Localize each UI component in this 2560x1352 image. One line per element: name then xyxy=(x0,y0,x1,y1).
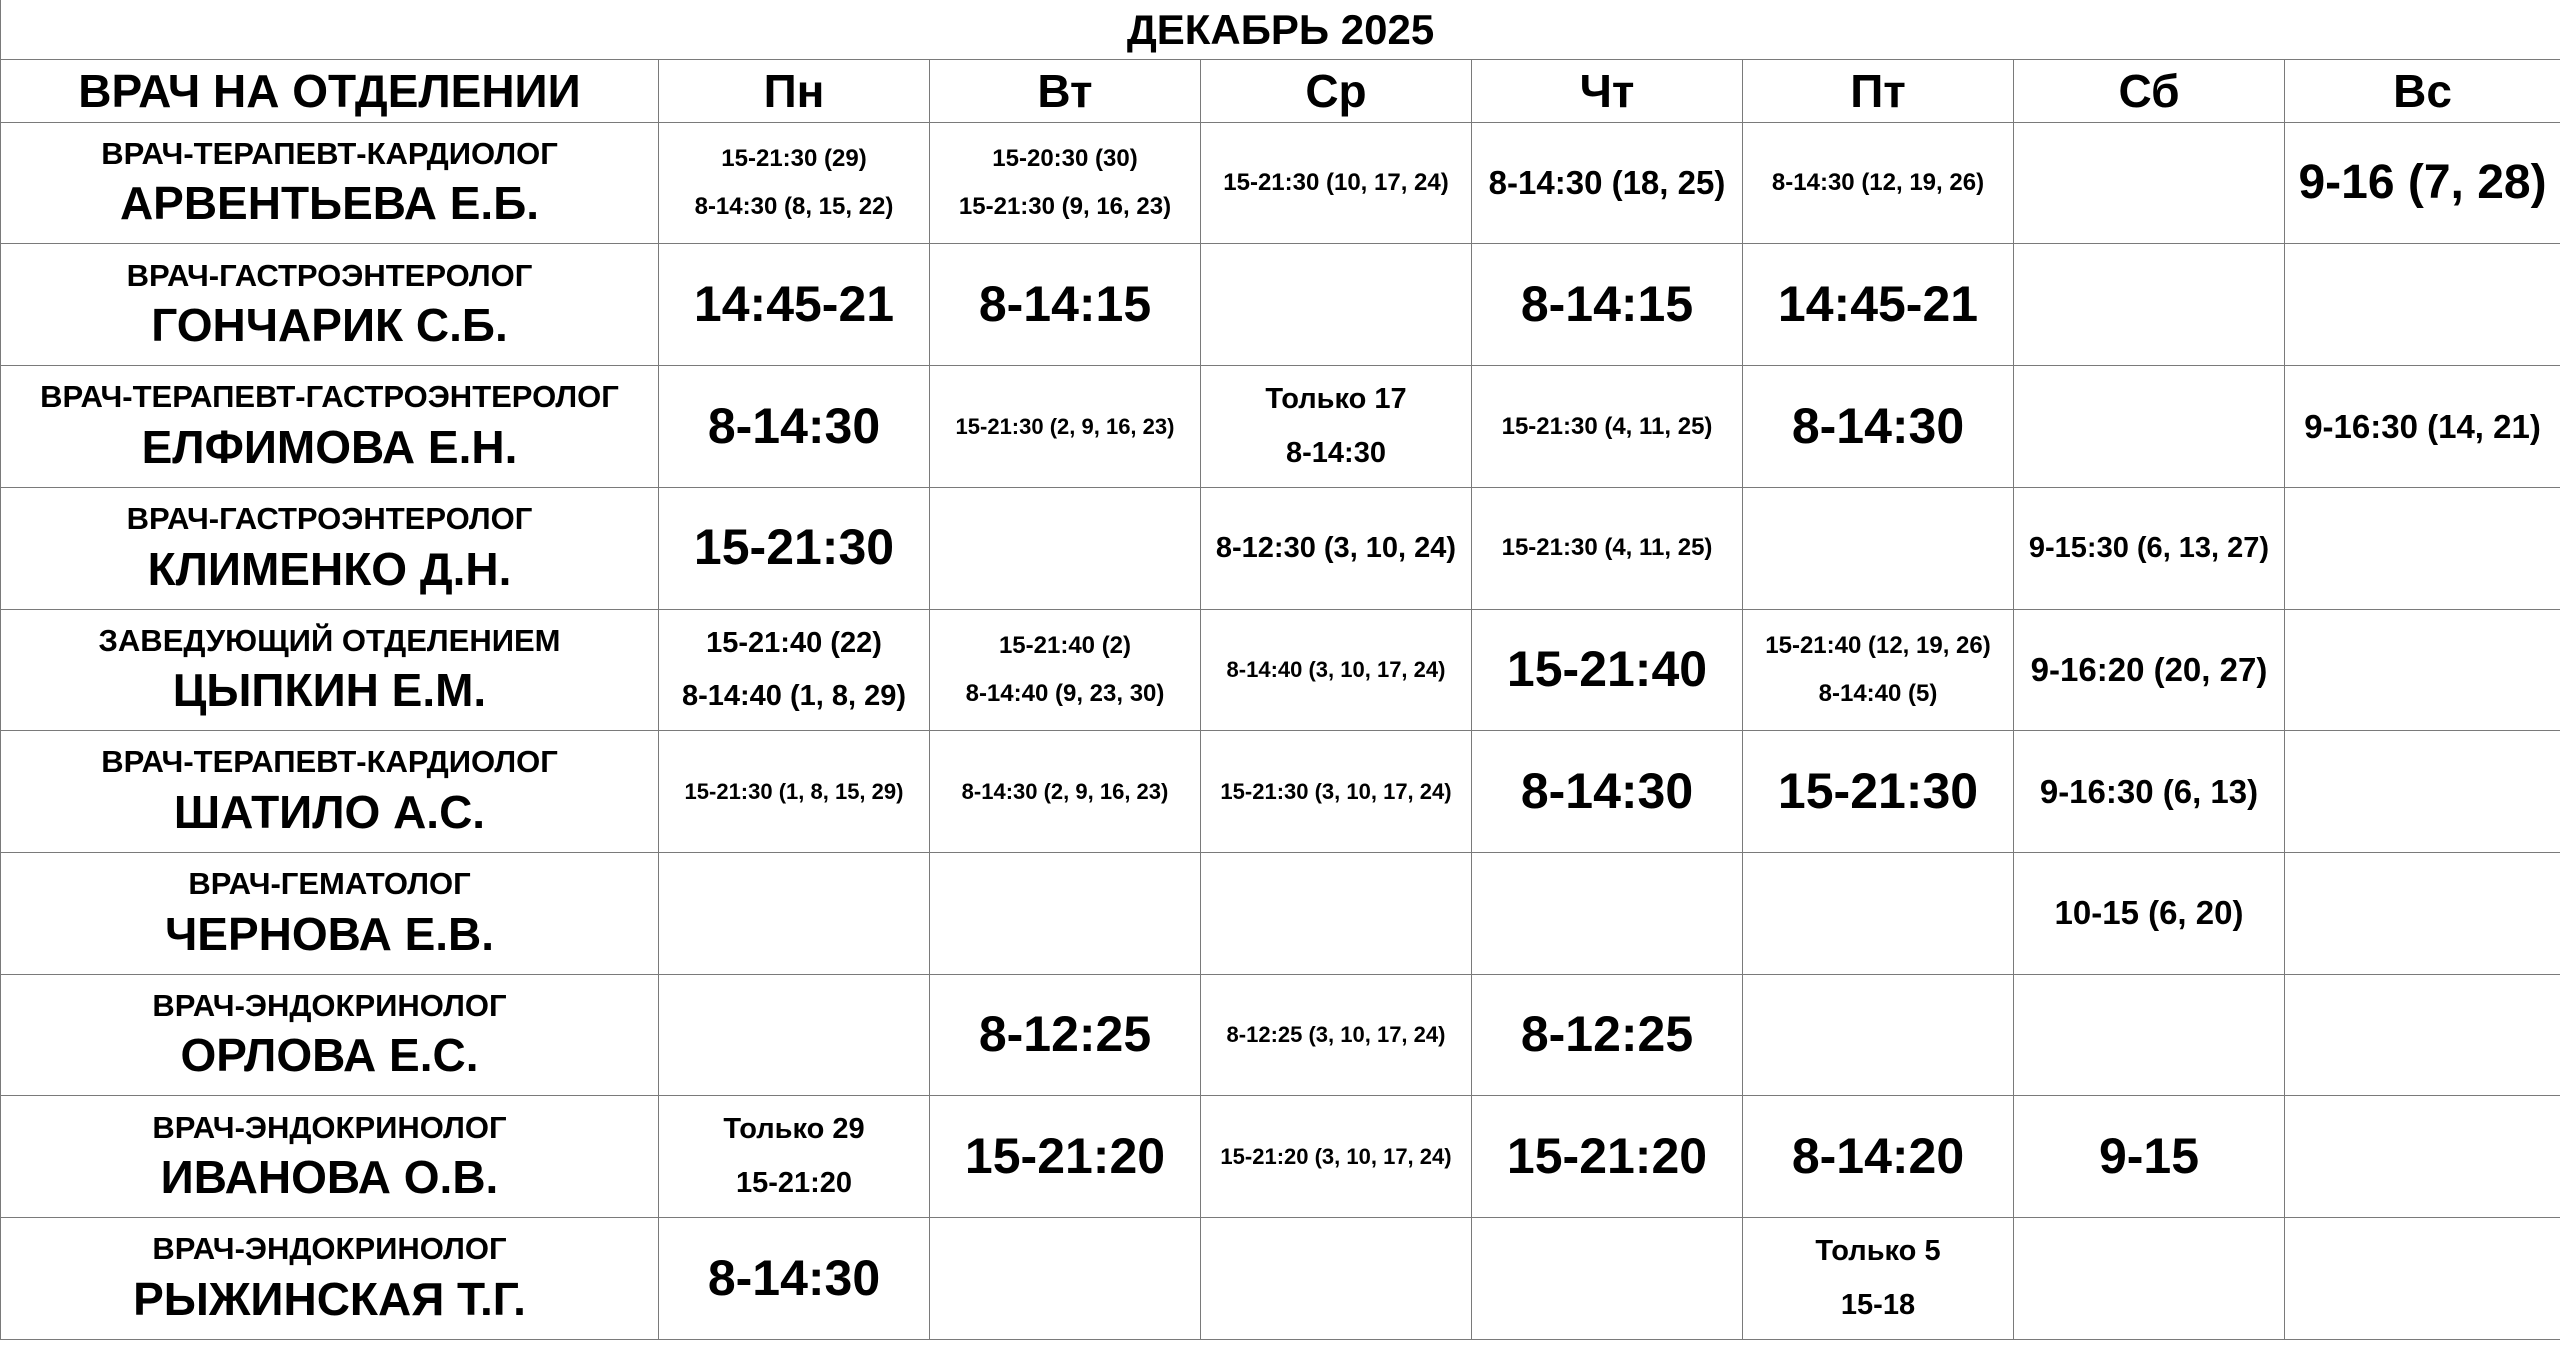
shift-entry: 15-21:30 (29) xyxy=(721,145,867,173)
schedule-cell-wed xyxy=(1201,487,1472,609)
schedule-cell-thu xyxy=(1472,609,1743,731)
doctor-specialty: ВРАЧ-ГЕМАТОЛОГ xyxy=(188,866,471,902)
doctor-name: КЛИМЕНКО Д.Н. xyxy=(147,542,512,595)
shift-entry: 15-21:20 xyxy=(1506,1128,1708,1185)
schedule-cell-sun xyxy=(2285,974,2560,1096)
schedule-cell-mon xyxy=(659,244,930,366)
shift-entry: 10-15 (6, 20) xyxy=(2054,894,2244,932)
shift-entry: 15-21:20 xyxy=(735,1166,853,1199)
day-header-mon: Пн xyxy=(659,60,930,122)
shift-entry: 9-16:30 (6, 13) xyxy=(2039,772,2259,810)
schedule-cell-sun xyxy=(2285,853,2560,975)
doctor-cell xyxy=(1,1218,659,1340)
day-header-fri: Пт xyxy=(1743,60,2014,122)
doctor-row xyxy=(1,609,2560,731)
schedule-cell-thu xyxy=(1472,1096,1743,1218)
doctor-cell xyxy=(1,731,659,853)
schedule-cell-sat xyxy=(2014,1096,2285,1218)
schedule-cell-wed xyxy=(1201,731,1472,853)
schedule-cell-fri xyxy=(1743,244,2014,366)
shift-entry: 9-16:20 (20, 27) xyxy=(2030,650,2268,688)
doctor-specialty: ЗАВЕДУЮЩИЙ ОТДЕЛЕНИЕМ xyxy=(98,622,561,658)
schedule-cell-thu xyxy=(1472,1218,1743,1340)
shift-entry: 8-12:25 xyxy=(978,1006,1152,1063)
shift-entry: 9-15 xyxy=(2098,1128,2200,1185)
schedule-cell-fri xyxy=(1743,731,2014,853)
doctor-name: ГОНЧАРИК С.Б. xyxy=(151,299,508,352)
shift-entry: 15-21:20 (3, 10, 17, 24) xyxy=(1220,1144,1452,1170)
schedule-cell-thu xyxy=(1472,974,1743,1096)
day-header-thu: Чт xyxy=(1472,60,1743,122)
schedule-cell-thu xyxy=(1472,853,1743,975)
schedule-cell-sat xyxy=(2014,244,2285,366)
shift-entry: 8-14:30 xyxy=(1520,762,1694,819)
shift-entry: 8-14:30 xyxy=(1791,397,1965,454)
shift-entry: 8-14:30 (8, 15, 22) xyxy=(694,193,894,221)
schedule-cell-fri xyxy=(1743,974,2014,1096)
schedule-cell-fri xyxy=(1743,1218,2014,1340)
shift-entry: 15-21:30 (1, 8, 15, 29) xyxy=(684,779,904,804)
doctor-specialty: ВРАЧ-ЭНДОКРИНОЛОГ xyxy=(152,1109,507,1145)
shift-entry: 15-21:30 (4, 11, 25) xyxy=(1501,534,1713,562)
doctor-cell xyxy=(1,853,659,975)
doctor-name: ШАТИЛО А.С. xyxy=(173,786,486,839)
doctor-cell xyxy=(1,974,659,1096)
schedule-cell-mon xyxy=(659,731,930,853)
schedule-cell-sun xyxy=(2285,122,2560,244)
shift-entry: 15-20:30 (30) xyxy=(992,145,1138,173)
shift-entry: 15-21:30 xyxy=(693,519,895,576)
shift-entry: 8-14:15 xyxy=(978,276,1152,333)
shift-entry: 15-21:30 xyxy=(1777,762,1979,819)
schedule-cell-fri xyxy=(1743,366,2014,488)
schedule-cell-sat xyxy=(2014,1218,2285,1340)
schedule-cell-tue xyxy=(930,974,1201,1096)
schedule-cell-mon xyxy=(659,122,930,244)
shift-entry: 8-14:30 (12, 19, 26) xyxy=(1771,169,1985,197)
schedule-cell-wed xyxy=(1201,244,1472,366)
schedule-cell-tue xyxy=(930,122,1201,244)
doctor-specialty: ВРАЧ-ТЕРАПЕВТ-ГАСТРОЭНТЕРОЛОГ xyxy=(40,379,619,415)
schedule-cell-sun xyxy=(2285,366,2560,488)
schedule-cell-tue xyxy=(930,1096,1201,1218)
schedule-cell-tue xyxy=(930,853,1201,975)
shift-entry: 8-12:25 xyxy=(1520,1006,1694,1063)
doctor-specialty: ВРАЧ-ТЕРАПЕВТ-КАРДИОЛОГ xyxy=(101,135,558,171)
doctor-row xyxy=(1,366,2560,488)
schedule-cell-sat xyxy=(2014,731,2285,853)
schedule-cell-sat xyxy=(2014,487,2285,609)
day-header-tue: Вт xyxy=(930,60,1201,122)
shift-entry: 15-21:40 (2) xyxy=(998,632,1132,660)
schedule-cell-sun xyxy=(2285,1218,2560,1340)
shift-entry: Только 5 xyxy=(1815,1235,1941,1268)
schedule-cell-tue xyxy=(930,366,1201,488)
schedule-cell-sat xyxy=(2014,853,2285,975)
schedule-cell-tue xyxy=(930,1218,1201,1340)
schedule-cell-tue xyxy=(930,609,1201,731)
doctor-row xyxy=(1,122,2560,244)
shift-entry: 15-21:40 (22) xyxy=(706,626,882,659)
doctor-cell xyxy=(1,244,659,366)
shift-entry: 15-21:30 (3, 10, 17, 24) xyxy=(1220,779,1452,804)
schedule-cell-sun xyxy=(2285,609,2560,731)
schedule-cell-thu xyxy=(1472,244,1743,366)
shift-entry: 8-14:40 (9, 23, 30) xyxy=(965,679,1165,707)
schedule-cell-sun xyxy=(2285,731,2560,853)
shift-entry: 8-14:30 xyxy=(707,397,881,454)
shift-entry: 8-14:30 (2, 9, 16, 23) xyxy=(961,779,1169,804)
shift-entry: 15-21:40 (12, 19, 26) xyxy=(1765,632,1991,660)
schedule-cell-fri xyxy=(1743,487,2014,609)
schedule-cell-sat xyxy=(2014,366,2285,488)
schedule-cell-tue xyxy=(930,731,1201,853)
schedule-cell-thu xyxy=(1472,366,1743,488)
shift-entry: 8-14:30 xyxy=(1286,436,1386,469)
doctor-name: ЕЛФИМОВА Е.Н. xyxy=(141,420,518,473)
shift-entry: 8-12:25 (3, 10, 17, 24) xyxy=(1226,1022,1446,1048)
schedule-title: ДЕКАБРЬ 2025 xyxy=(1,0,2560,60)
schedule-cell-wed xyxy=(1201,853,1472,975)
schedule-cell-wed xyxy=(1201,122,1472,244)
day-header-sat: Сб xyxy=(2014,60,2285,122)
shift-entry: Только 17 xyxy=(1265,383,1407,416)
doctor-column-header: ВРАЧ НА ОТДЕЛЕНИИ xyxy=(1,60,659,122)
shift-entry: 8-14:30 (18, 25) xyxy=(1488,164,1726,202)
schedule-cell-fri xyxy=(1743,609,2014,731)
schedule-cell-mon xyxy=(659,1096,930,1218)
doctor-row xyxy=(1,853,2560,975)
doctor-cell xyxy=(1,366,659,488)
doctor-name: РЫЖИНСКАЯ Т.Г. xyxy=(133,1272,526,1325)
shift-entry: 15-21:30 (4, 11, 25) xyxy=(1501,412,1713,440)
shift-entry: 15-21:30 (2, 9, 16, 23) xyxy=(955,413,1175,439)
doctor-specialty: ВРАЧ-ТЕРАПЕВТ-КАРДИОЛОГ xyxy=(101,744,558,780)
shift-entry: 8-14:40 (3, 10, 17, 24) xyxy=(1226,657,1446,683)
doctor-name: ИВАНОВА О.В. xyxy=(160,1151,499,1204)
doctor-cell xyxy=(1,609,659,731)
doctor-row xyxy=(1,974,2560,1096)
shift-entry: 8-14:30 xyxy=(707,1249,881,1306)
doctor-row xyxy=(1,487,2560,609)
schedule-cell-mon xyxy=(659,609,930,731)
title-row xyxy=(1,0,2560,60)
shift-entry: 8-14:40 (5) xyxy=(1818,679,1938,707)
shift-entry: 14:45-21 xyxy=(693,276,895,333)
schedule-cell-tue xyxy=(930,487,1201,609)
shift-entry: 15-21:20 xyxy=(964,1128,1166,1185)
shift-entry: 14:45-21 xyxy=(1777,276,1979,333)
shift-entry: 15-21:30 (10, 17, 24) xyxy=(1223,169,1449,197)
day-header-sun: Вс xyxy=(2285,60,2560,122)
doctor-cell xyxy=(1,122,659,244)
schedule-cell-sun xyxy=(2285,244,2560,366)
doctor-row xyxy=(1,1218,2560,1340)
schedule-cell-wed xyxy=(1201,1096,1472,1218)
schedule-cell-sat xyxy=(2014,609,2285,731)
doctor-specialty: ВРАЧ-ЭНДОКРИНОЛОГ xyxy=(152,987,507,1023)
doctor-name: ОРЛОВА Е.С. xyxy=(180,1029,479,1082)
schedule-cell-mon xyxy=(659,974,930,1096)
schedule-cell-sat xyxy=(2014,122,2285,244)
shift-entry: 8-12:30 (3, 10, 24) xyxy=(1215,531,1457,564)
schedule-cell-mon xyxy=(659,1218,930,1340)
schedule-cell-thu xyxy=(1472,731,1743,853)
schedule-cell-wed xyxy=(1201,366,1472,488)
doctor-row xyxy=(1,731,2560,853)
shift-entry: 8-14:15 xyxy=(1520,276,1694,333)
doctor-name: ЦЫПКИН Е.М. xyxy=(172,664,487,717)
day-header-wed: Ср xyxy=(1201,60,1472,122)
doctor-cell xyxy=(1,487,659,609)
schedule-cell-sun xyxy=(2285,487,2560,609)
doctor-specialty: ВРАЧ-ЭНДОКРИНОЛОГ xyxy=(152,1231,507,1267)
schedule-cell-mon xyxy=(659,366,930,488)
schedule-cell-wed xyxy=(1201,609,1472,731)
schedule-cell-wed xyxy=(1201,974,1472,1096)
schedule-cell-sat xyxy=(2014,974,2285,1096)
shift-entry: 8-14:20 xyxy=(1791,1128,1965,1185)
shift-entry: 9-16 (7, 28) xyxy=(2298,156,2547,210)
header-row xyxy=(1,60,2560,122)
schedule-cell-mon xyxy=(659,487,930,609)
shift-entry: 9-15:30 (6, 13, 27) xyxy=(2028,531,2270,564)
schedule-cell-wed xyxy=(1201,1218,1472,1340)
schedule-cell-fri xyxy=(1743,853,2014,975)
schedule-cell-sun xyxy=(2285,1096,2560,1218)
doctor-cell xyxy=(1,1096,659,1218)
shift-entry: 15-21:30 (9, 16, 23) xyxy=(958,193,1172,221)
schedule-cell-thu xyxy=(1472,487,1743,609)
shift-entry: 15-18 xyxy=(1840,1288,1916,1321)
schedule-cell-fri xyxy=(1743,122,2014,244)
doctor-row xyxy=(1,1096,2560,1218)
shift-entry: 9-16:30 (14, 21) xyxy=(2304,407,2541,445)
shift-entry: 8-14:40 (1, 8, 29) xyxy=(681,679,907,712)
shift-entry: Только 29 xyxy=(723,1113,865,1146)
doctor-name: АРВЕНТЬЕВА Е.Б. xyxy=(119,177,540,230)
doctor-specialty: ВРАЧ-ГАСТРОЭНТЕРОЛОГ xyxy=(126,500,533,536)
schedule-cell-tue xyxy=(930,244,1201,366)
doctor-row xyxy=(1,244,2560,366)
shift-entry: 15-21:40 xyxy=(1506,641,1708,698)
schedule-cell-thu xyxy=(1472,122,1743,244)
doctor-specialty: ВРАЧ-ГАСТРОЭНТЕРОЛОГ xyxy=(126,257,533,293)
doctor-name: ЧЕРНОВА Е.В. xyxy=(164,907,495,960)
schedule-cell-mon xyxy=(659,853,930,975)
schedule-cell-fri xyxy=(1743,1096,2014,1218)
schedule-body xyxy=(1,0,2560,1340)
